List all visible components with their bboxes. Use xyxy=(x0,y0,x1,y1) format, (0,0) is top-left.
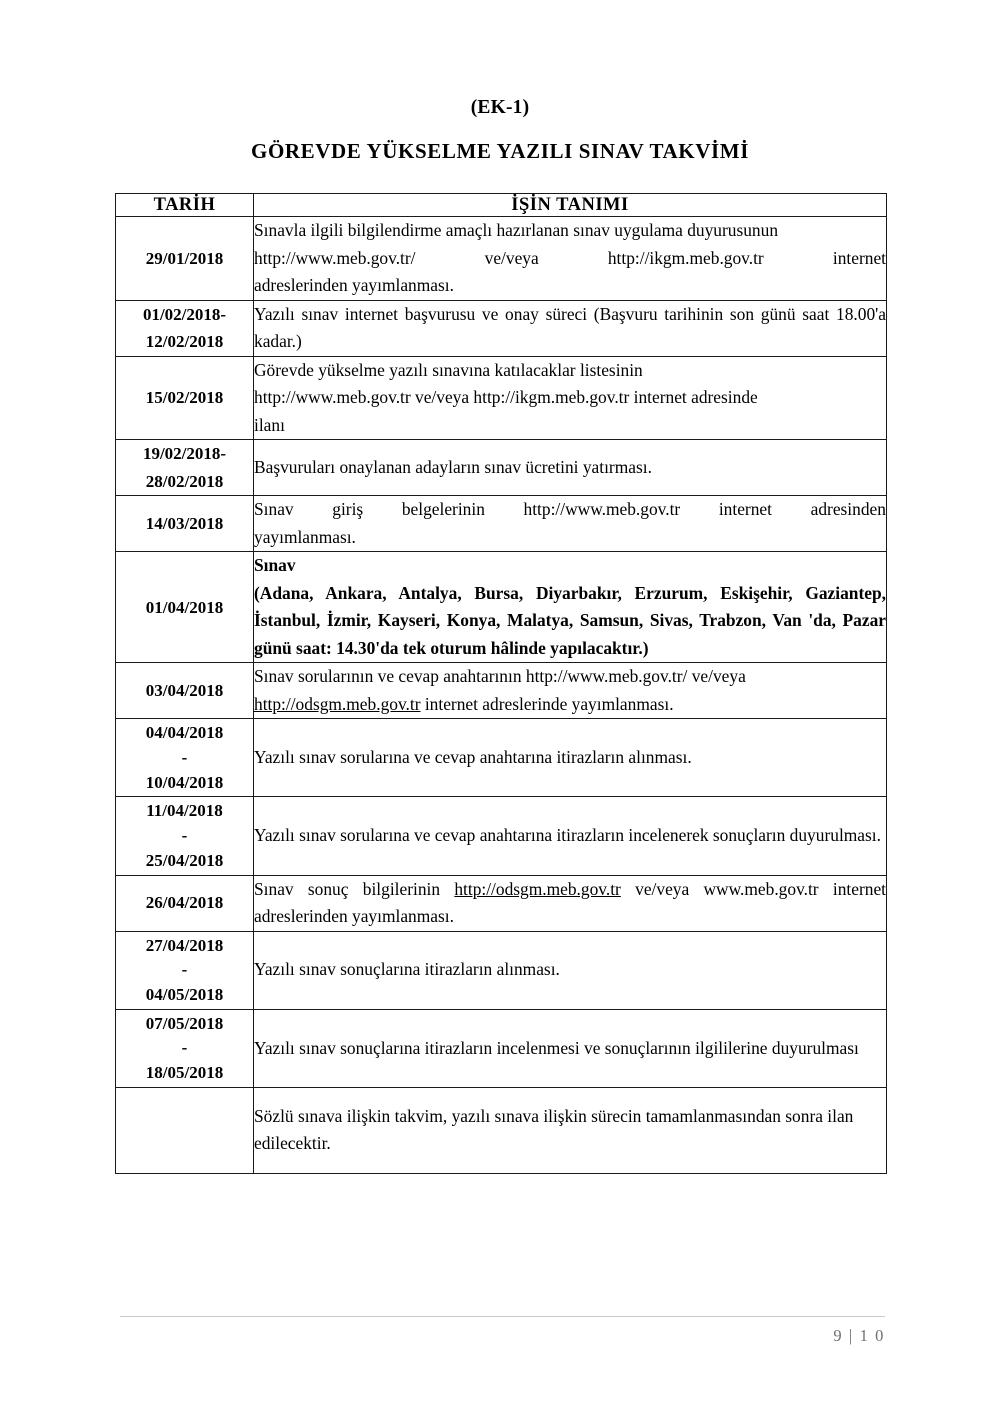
description-line: yayımlanması. xyxy=(254,526,356,547)
date-line: 04/05/2018 xyxy=(145,985,224,1005)
description-line-urls xyxy=(254,245,886,273)
date-cell xyxy=(116,217,254,301)
date-line: 18/05/2018 xyxy=(145,1063,224,1083)
date-line: 26/04/2018 xyxy=(145,893,224,913)
date-line: 19/02/2018- xyxy=(142,444,227,464)
date-line: 28/02/2018 xyxy=(145,471,224,491)
description-cell: Yazılı sınav sorularına ve cevap anahtarına itirazların incelenerek sonuçların duyurulması. xyxy=(254,797,887,875)
table-row xyxy=(116,663,887,719)
date-range-dash: - xyxy=(181,960,188,980)
description-cell: Yazılı sınav sonuçlarına itirazların incelenmesi ve sonuçlarının ilgililerine duyurulması xyxy=(254,1009,887,1087)
table-row xyxy=(116,552,887,663)
word-adresinden: adresinden xyxy=(810,499,886,520)
date-cell xyxy=(116,440,254,496)
table-row xyxy=(116,496,887,552)
conjunction-veveya: ve/veya xyxy=(484,247,539,268)
table-row xyxy=(116,1087,887,1173)
date-cell xyxy=(116,931,254,1009)
description-line xyxy=(254,876,886,931)
date-cell xyxy=(116,1009,254,1087)
page-footer xyxy=(120,1316,885,1346)
date-cell xyxy=(116,875,254,931)
table-row xyxy=(116,797,887,875)
date-line: 03/04/2018 xyxy=(145,681,224,701)
date-line: 14/03/2018 xyxy=(145,514,224,534)
description-line: (Adana, Ankara, Antalya, Bursa, Diyarbakır, Erzurum, Eskişehir, Gaziantep, İstanbul, İzmir, Kayseri, Konya, Malatya, Samsun, Sivas, Trabzon, Van 'da, Pazar günü saat: 14.30'da tek oturum hâlinde yapılacaktır.) xyxy=(254,582,886,658)
date-cell xyxy=(116,552,254,663)
description-line xyxy=(254,691,886,719)
table-row xyxy=(116,875,887,931)
description-line-spread xyxy=(254,496,886,524)
schedule-table-wrapper xyxy=(115,193,886,1174)
date-cell xyxy=(116,663,254,719)
date-cell xyxy=(116,797,254,875)
description-cell xyxy=(254,217,887,301)
date-line: 27/04/2018 xyxy=(145,935,224,955)
description-cell: Başvuruları onaylanan adayların sınav ücretini yatırması. xyxy=(254,440,887,496)
description-tail: ve/veya www.meb.gov.tr internet adreslerinden yayımlanması. xyxy=(254,878,887,927)
date-cell xyxy=(116,300,254,356)
date-line: 25/04/2018 xyxy=(145,851,224,871)
date-line: 12/02/2018 xyxy=(145,332,224,352)
date-cell xyxy=(116,719,254,797)
page-title: GÖREVDE YÜKSELME YAZILI SINAV TAKVİMİ xyxy=(251,139,749,164)
description-cell: Yazılı sınav sonuçlarına itirazların alınması. xyxy=(254,931,887,1009)
table-row xyxy=(116,1009,887,1087)
table-row xyxy=(116,217,887,301)
column-header-date: TARİH xyxy=(116,194,254,217)
table-row xyxy=(116,931,887,1009)
word-internet: internet xyxy=(832,247,886,268)
table-header-row xyxy=(116,194,887,217)
word-belgelerinin: belgelerinin xyxy=(401,499,485,520)
description-heading: Sınav xyxy=(254,555,296,576)
description-cell xyxy=(254,663,887,719)
date-cell xyxy=(116,496,254,552)
url-meb: http://www.meb.gov.tr/ xyxy=(254,247,416,268)
link-odsgm[interactable]: http://odsgm.meb.gov.tr xyxy=(454,878,621,899)
table-row xyxy=(116,440,887,496)
word-giris: giriş xyxy=(332,499,364,520)
description-cell xyxy=(254,496,887,552)
table-row xyxy=(116,300,887,356)
date-line: 11/04/2018 xyxy=(146,801,223,821)
description-line: Sınavla ilgili bilgilendirme amaçlı hazırlanan sınav uygulama duyurusunun xyxy=(254,220,779,241)
word-sinav: Sınav xyxy=(254,499,294,520)
description-cell xyxy=(254,552,887,663)
date-line: 10/04/2018 xyxy=(145,772,224,792)
date-line: 01/02/2018- xyxy=(142,304,227,324)
description-line: Sınav sorularının ve cevap anahtarının http://www.meb.gov.tr/ ve/veya xyxy=(254,666,746,687)
link-odsgm[interactable]: http://odsgm.meb.gov.tr xyxy=(254,693,421,714)
document-heading-block xyxy=(0,0,1000,165)
date-line: 01/04/2018 xyxy=(145,597,224,617)
description-cell xyxy=(254,356,887,440)
date-line: 07/05/2018 xyxy=(145,1013,224,1033)
word-internet: internet xyxy=(718,499,772,520)
table-row xyxy=(116,356,887,440)
description-cell: Sözlü sınava ilişkin takvim, yazılı sınava ilişkin sürecin tamamlanmasından sonra ilan edilecektir. xyxy=(254,1087,887,1173)
date-cell xyxy=(116,356,254,440)
description-cell: Yazılı sınav sorularına ve cevap anahtarına itirazların alınması. xyxy=(254,719,887,797)
description-cell: Yazılı sınav internet başvurusu ve onay süreci (Başvuru tarihinin son günü saat 18.00'a kadar.) xyxy=(254,300,887,356)
url-ikgm: http://ikgm.meb.gov.tr xyxy=(607,247,764,268)
description-cell xyxy=(254,875,887,931)
description-line: Görevde yükselme yazılı sınavına katılacaklar listesinin xyxy=(254,359,643,380)
page-number: 9 | 1 0 xyxy=(833,1326,885,1345)
date-range-dash: - xyxy=(181,1038,188,1058)
url-meb: http://www.meb.gov.tr xyxy=(523,499,681,520)
description-line: http://www.meb.gov.tr ve/veya http://ikgm.meb.gov.tr internet adresinde xyxy=(254,387,758,408)
date-line: 15/02/2018 xyxy=(145,388,224,408)
annex-label: (EK-1) xyxy=(470,97,530,118)
description-line: ilanı xyxy=(254,414,285,435)
description-line: adreslerinden yayımlanması. xyxy=(254,275,454,296)
table-row xyxy=(116,719,887,797)
description-prefix: Sınav sonuç bilgilerinin xyxy=(254,878,455,899)
exam-schedule-table xyxy=(115,193,887,1174)
date-line: 29/01/2018 xyxy=(145,248,224,268)
date-line: 04/04/2018 xyxy=(145,723,224,743)
date-range-dash: - xyxy=(181,747,188,767)
column-header-description: İŞİN TANIMI xyxy=(254,194,887,217)
description-tail: internet adreslerinde yayımlanması. xyxy=(420,693,674,714)
date-cell-empty xyxy=(116,1087,254,1173)
date-range-dash: - xyxy=(181,826,188,845)
